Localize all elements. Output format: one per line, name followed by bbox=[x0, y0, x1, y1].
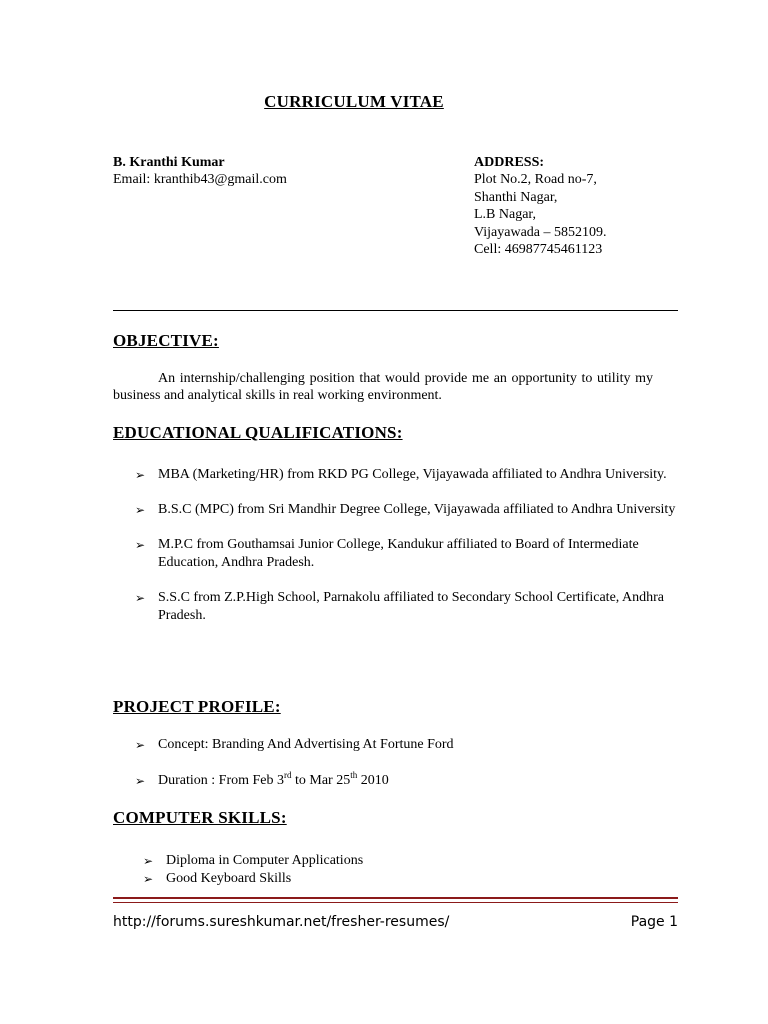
objective-text bbox=[113, 370, 653, 404]
project-duration: Duration : From Feb 3rd to Mar 25th 2010 bbox=[158, 770, 389, 788]
list-item bbox=[135, 736, 680, 754]
address-line: Shanthi Nagar, bbox=[474, 189, 558, 205]
address-line: Vijayawada – 5852109. bbox=[474, 224, 607, 240]
arrow-bullet-icon: ➢ bbox=[135, 468, 146, 482]
arrow-bullet-icon: ➢ bbox=[143, 854, 154, 868]
document-title: CURRICULUM VITAE bbox=[264, 92, 444, 111]
arrow-bullet-icon: ➢ bbox=[135, 738, 146, 752]
objective-heading: OBJECTIVE: bbox=[113, 331, 219, 350]
project-list bbox=[135, 736, 680, 808]
arrow-bullet-icon: ➢ bbox=[135, 591, 146, 605]
cell-line: Cell: 46987745461123 bbox=[474, 242, 603, 258]
footer-divider bbox=[113, 897, 678, 903]
arrow-bullet-icon: ➢ bbox=[143, 872, 154, 886]
footer-url: http://forums.sureshkumar.net/fresher-resumes/ bbox=[113, 914, 450, 930]
address-line: Plot No.2, Road no-7, bbox=[474, 172, 597, 188]
education-heading: EDUCATIONAL QUALIFICATIONS: bbox=[113, 423, 403, 442]
address-line: L.B Nagar, bbox=[474, 207, 537, 223]
list-item: ➢ M.P.C from Gouthamsai Junior College, Kandukur affiliated to Board of Intermediate Education, Andhra Pradesh. bbox=[135, 537, 639, 570]
list-item: ➢ S.S.C from Z.P.High School, Parnakolu affiliated to Secondary School Certificate, Andhra Pradesh. bbox=[135, 590, 664, 623]
address-heading: ADDRESS: bbox=[474, 155, 545, 170]
list-item: ➢ Diploma in Computer Applications bbox=[143, 853, 364, 868]
list-item: ➢ B.S.C (MPC) from Sri Mandhir Degree College, Vijayawada affiliated to Andhra University bbox=[135, 502, 676, 517]
arrow-bullet-icon: ➢ bbox=[135, 503, 146, 517]
skills-heading: COMPUTER SKILLS: bbox=[113, 808, 287, 827]
contact-block bbox=[113, 154, 287, 188]
header-divider bbox=[113, 310, 678, 311]
education-list bbox=[135, 466, 680, 642]
list-item bbox=[135, 772, 680, 790]
candidate-name: B. Kranthi Kumar bbox=[113, 155, 225, 170]
arrow-bullet-icon: ➢ bbox=[135, 774, 146, 788]
page-number: Page 1 bbox=[630, 914, 678, 930]
list-item: ➢ MBA (Marketing/HR) from RKD PG College, Vijayawada affiliated to Andhra University. bbox=[135, 467, 667, 482]
project-heading: PROJECT PROFILE: bbox=[113, 697, 281, 716]
arrow-bullet-icon: ➢ bbox=[135, 538, 146, 552]
skills-list bbox=[143, 852, 663, 888]
address-block bbox=[474, 154, 607, 258]
project-concept: Concept: Branding And Advertising At Fortune Ford bbox=[158, 737, 454, 752]
objective-body: An internship/challenging position that would provide me an opportunity to utility my business and analytical skills in real working environment. bbox=[113, 371, 653, 403]
list-item: ➢ Good Keyboard Skills bbox=[143, 871, 292, 886]
email-line: Email: kranthib43@gmail.com bbox=[113, 172, 287, 187]
